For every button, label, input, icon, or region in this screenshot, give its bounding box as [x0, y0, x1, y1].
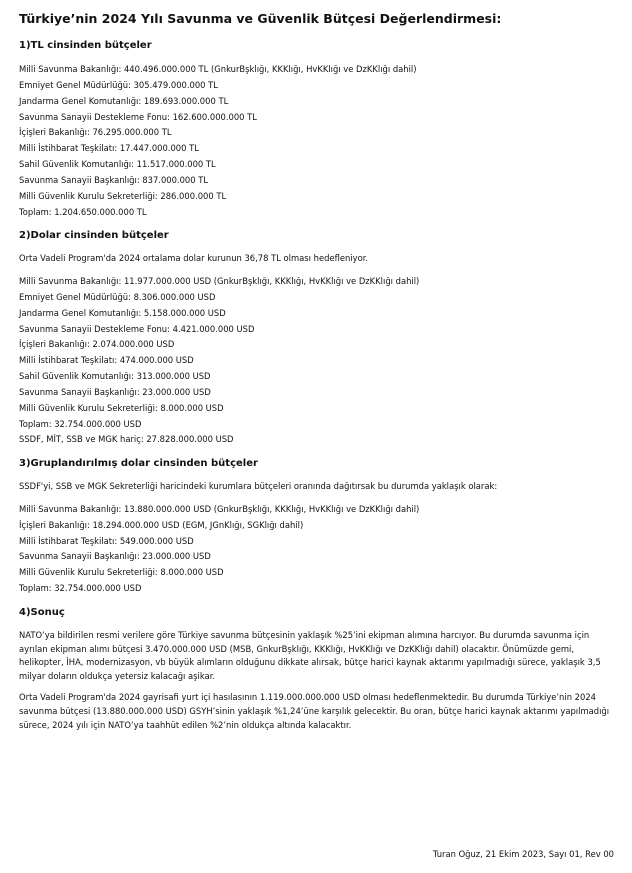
- section-3-intro: SSDF'yi, SSB ve MGK Sekreterliği haricindeki kurumlara bütçeleri oranında dağıtırsak bu durumda yaklaşık olarak:: [19, 481, 498, 492]
- budget-line: Milli Savunma Bakanlığı: 13.880.000.000 USD (GnkurBşklığı, KKKlığı, HvKKlığı ve DzKKlığı dahil): [19, 503, 420, 514]
- budget-line: Sahil Güvenlik Komutanlığı: 11.517.000.000 TL: [19, 159, 216, 170]
- budget-line: Milli Savunma Bakanlığı: 11.977.000.000 USD (GnkurBşklığı, KKKlığı, HvKKlığı ve DzKKlığı dahil): [19, 276, 420, 287]
- budget-line: Milli İstihbarat Teşkilatı: 549.000.000 USD: [19, 535, 194, 546]
- budget-line: Milli Güvenlik Kurulu Sekreterliği: 8.000.000 USD: [19, 402, 224, 413]
- document-title: Türkiye’nin 2024 Yılı Savunma ve Güvenlik Bütçesi Değerlendirmesi:: [19, 11, 502, 26]
- budget-total: Toplam: 1.204.650.000.000 TL: [19, 206, 147, 217]
- budget-line: Jandarma Genel Komutanlığı: 5.158.000.000 USD: [19, 307, 226, 318]
- document-footer: Turan Oğuz, 21 Ekim 2023, Sayı 01, Rev 00: [432, 849, 614, 859]
- budget-line: Savunma Sanayii Başkanlığı: 23.000.000 USD: [19, 551, 211, 562]
- budget-line: Milli Güvenlik Kurulu Sekreterliği: 286.000.000 TL: [19, 190, 227, 201]
- budget-line: Sahil Güvenlik Komutanlığı: 313.000.000 USD: [19, 371, 211, 382]
- budget-line: Jandarma Genel Komutanlığı: 189.693.000.000 TL: [19, 95, 229, 106]
- budget-line: Savunma Sanayii Başkanlığı: 837.000.000 TL: [19, 174, 209, 185]
- budget-line: Emniyet Genel Müdürlüğü: 305.479.000.000 TL: [19, 79, 218, 90]
- budget-line: Savunma Sanayii Başkanlığı: 23.000.000 USD: [19, 386, 211, 397]
- budget-line: İçişleri Bakanlığı: 76.295.000.000 TL: [19, 127, 172, 138]
- budget-line: İçişleri Bakanlığı: 18.294.000.000 USD (EGM, JGnKlığı, SGKlığı dahil): [19, 519, 304, 530]
- budget-line: İçişleri Bakanlığı: 2.074.000.000 USD: [19, 339, 175, 350]
- budget-line: Milli İstihbarat Teşkilatı: 474.000.000 USD: [19, 355, 194, 366]
- section-1-list: [19, 62, 615, 220]
- section-3-heading: 3)Gruplandırılmış dolar cinsinden bütçeler: [19, 458, 258, 470]
- budget-total: Toplam: 32.754.000.000 USD: [19, 583, 142, 594]
- budget-total: Toplam: 32.754.000.000 USD: [19, 418, 142, 429]
- document-page: [19, 10, 615, 740]
- section-3-list: [19, 502, 615, 597]
- budget-line: Milli İstihbarat Teşkilatı: 17.447.000.000 TL: [19, 143, 199, 154]
- budget-line: Milli Güvenlik Kurulu Sekreterliği: 8.000.000 USD: [19, 567, 224, 578]
- section-1-heading: 1)TL cinsinden bütçeler: [19, 40, 152, 51]
- conclusion-paragraph: Orta Vadeli Program'da 2024 gayrisafi yurt içi hasılasının 1.119.000.000.000 USD olması hedeflenmektedir. Bu durumda Türkiye’nin 2024 savunma bütçesi (13.880.000.000 USD) GSYH’sinin yaklaşık %1,24’üne karşılık gelecektir. Bu oran, bütçe harici kaynak aktarımı yapılmadığı sürece, 2024 yılı için NATO’ya taahhüt edilen %2’nin oldukça altında kalacaktır.: [19, 692, 610, 730]
- budget-subtotal: SSDF, MİT, SSB ve MGK hariç: 27.828.000.000 USD: [19, 434, 234, 445]
- budget-line: Savunma Sanayii Destekleme Fonu: 162.600.000.000 TL: [19, 111, 257, 122]
- section-2-intro: Orta Vadeli Program'da 2024 ortalama dolar kurunun 36,78 TL olması hedefleniyor.: [19, 253, 369, 264]
- section-2-heading: 2)Dolar cinsinden bütçeler: [19, 230, 169, 242]
- section-4-heading: 4)Sonuç: [19, 606, 65, 618]
- section-2-list: [19, 274, 615, 448]
- conclusion-paragraph: NATO’ya bildirilen resmi verilere göre Türkiye savunma bütçesinin yaklaşık %25’ini ekipman alımına harcıyor. Bu durumda savunma için ayrılan ekipman alımı bütçesi 3.470.000.000 USD (MSB, GnkurBşklığı, KKKlığı, HvKKlığı ve DzKKlığı dahil) olacaktır. Önümüzde gemi, helikopter, İHA, modernizasyon, vb büyük alımların olduğunu dikkate alırsak, bütçe harici kaynak aktarımı yapılmadığı sürece, yaklaşık 3,5 milyar doların oldukça yetersiz kalacağı aşikar.: [19, 629, 601, 681]
- budget-line: Savunma Sanayii Destekleme Fonu: 4.421.000.000 USD: [19, 323, 255, 334]
- budget-line: Milli Savunma Bakanlığı: 440.496.000.000 TL (GnkurBşklığı, KKKlığı, HvKKlığı ve DzKKlığı dahil): [19, 64, 417, 74]
- budget-line: Emniyet Genel Müdürlüğü: 8.306.000.000 USD: [19, 291, 216, 302]
